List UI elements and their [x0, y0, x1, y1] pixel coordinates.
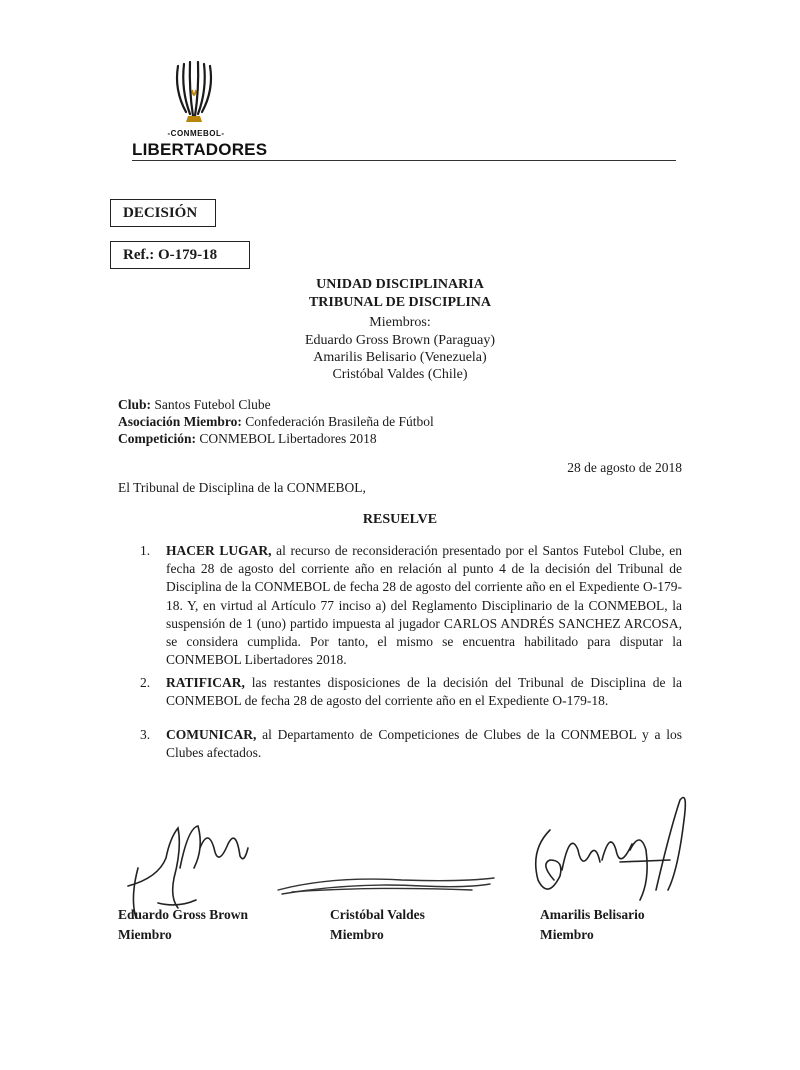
competition-value: CONMEBOL Libertadores 2018	[199, 431, 377, 446]
resolution-item	[140, 674, 682, 710]
member-line: Eduardo Gross Brown (Paraguay)	[304, 333, 496, 348]
resolves-heading: RESUELVE	[362, 512, 438, 527]
item-number: 2.	[140, 675, 151, 690]
item-text: al Departamento de Competiciones de Clubes de la CONMEBOL y a los Clubes afectados.	[166, 727, 682, 761]
competition-label: Competición:	[118, 431, 196, 446]
header-divider	[132, 160, 676, 161]
logo-title: LIBERTADORES	[132, 140, 268, 159]
signatory-name: Eduardo Gross Brown	[118, 907, 249, 922]
signatory-name: Amarilis Belisario	[540, 907, 645, 922]
signatory-role: Miembro	[118, 927, 172, 942]
signature-valdes	[272, 868, 500, 902]
association-value: Confederación Brasileña de Fútbol	[245, 414, 434, 429]
signature-belisario	[520, 790, 690, 910]
club-label: Club:	[118, 397, 152, 412]
signatory-role: Miembro	[540, 927, 594, 942]
signatory-name: Cristóbal Valdes	[330, 907, 425, 922]
item-number: 1.	[140, 543, 151, 558]
logo-subtitle: -CONMEBOL-	[167, 129, 225, 138]
item-text: las restantes disposiciones de la decisión del Tribunal de Disciplina de la CONMEBOL de fecha 28 de agosto del corriente año en el Expediente O-179-18.	[166, 675, 682, 709]
tribunal-heading: TRIBUNAL DE DISCIPLINA	[308, 295, 492, 310]
libertadores-trophy-logo	[168, 60, 220, 124]
decision-label-box: DECISIÓN	[110, 199, 216, 227]
members-label: Miembros:	[369, 315, 431, 330]
reference-number-box: Ref.: O-179-18	[110, 241, 250, 269]
item-number: 3.	[140, 727, 151, 742]
association-line	[118, 413, 434, 430]
item-verb: HACER LUGAR,	[166, 543, 272, 558]
item-text: al recurso de reconsideración presentado por el Santos Futebol Clube, en fecha 28 de agosto del corriente año en relación al punto 4 de la decisión del Tribunal de Disciplina de la CONMEBOL de fecha 28 de agosto del corriente año en el Expediente O-179-18. Y, en virtud al Artículo 77 inciso a) del Reglamento Disciplinario de la CONMEBOL, la suspensión de 1 (uno) partido impuesta al jugador CARLOS ANDRÉS SANCHEZ ARCOSA, se considera cumplida. Por tanto, el mismo se encuentra habilitado para disputar la CONMEBOL Libertadores 2018.	[166, 543, 682, 668]
unit-heading: UNIDAD DISCIPLINARIA	[316, 277, 484, 292]
club-line	[118, 396, 271, 413]
member-line: Cristóbal Valdes (Chile)	[332, 367, 468, 382]
item-verb: COMUNICAR,	[166, 727, 257, 742]
signatory-role: Miembro	[330, 927, 384, 942]
member-line: Amarilis Belisario (Venezuela)	[313, 350, 487, 365]
resolution-item	[140, 726, 682, 762]
association-label: Asociación Miembro:	[118, 414, 242, 429]
resolution-item	[140, 542, 682, 669]
club-value: Santos Futebol Clube	[154, 397, 271, 412]
item-verb: RATIFICAR,	[166, 675, 245, 690]
intro-line: El Tribunal de Disciplina de la CONMEBOL,	[118, 480, 366, 495]
decision-date: 28 de agosto de 2018	[567, 460, 682, 475]
competition-line	[118, 430, 377, 447]
